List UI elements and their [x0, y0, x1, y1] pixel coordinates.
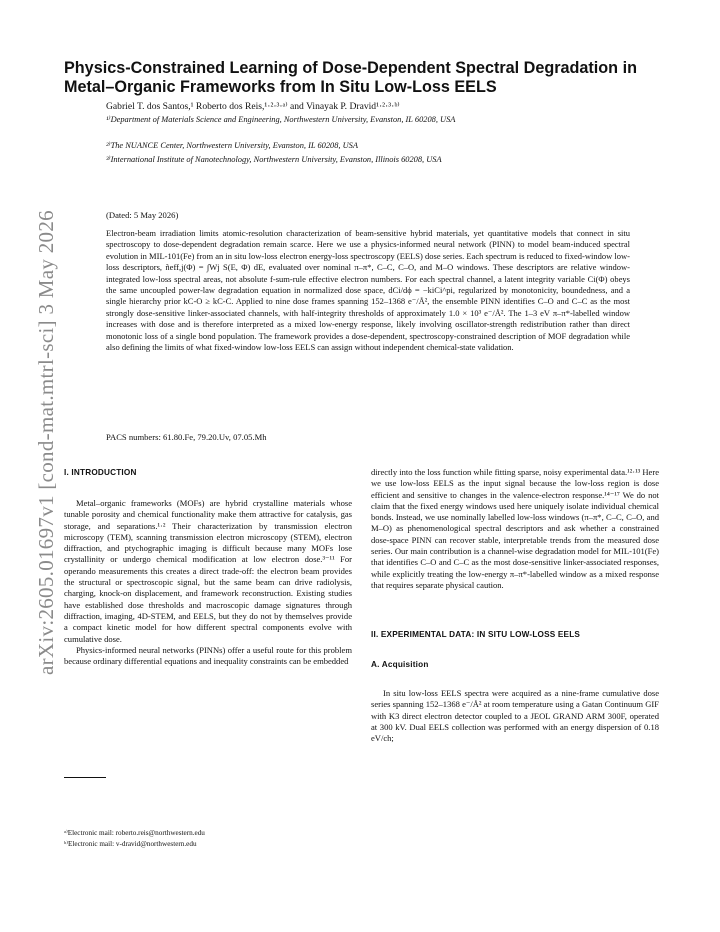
subsection-heading-acquisition: A. Acquisition	[371, 660, 429, 669]
section-heading-introduction: I. INTRODUCTION	[64, 468, 137, 477]
section-heading-experimental: II. EXPERIMENTAL DATA: IN SITU LOW-LOSS EELS	[371, 630, 581, 639]
arxiv-identifier: arXiv:2605.01697v1 [cond-mat.mtrl-sci] 3 May 2026	[34, 210, 58, 675]
arxiv-stamp	[14, 205, 58, 675]
intro-paragraph-1: Metal–organic frameworks (MOFs) are hybrid crystalline materials whose tunable porosity and chemical functionality make them attractive for catalysis, gas storage, and separations.¹·² Their characterization by transmission electron microscopy (TEM), scanning transmission electron microscopy (STEM), electron diffraction, and ptychographic imaging is difficult because many MOFs lose crystallinity or undergo chemical modification at low electron dose.³⁻¹¹ For operando measurements this creates a direct trade-off: the electron beam provides the structural or spectroscopic signal, but the same beam can drive radiolysis, charging, knock-on displacement, and framework reconstruction. Existing studies have established dose thresholds and macroscopic damage signatures through diffraction, imaging, 4D-STEM, and EELS, but they do not by themselves provide a compact kinetic model for how different spectral components evolve with cumulative dose.	[64, 498, 352, 644]
abstract: Electron-beam irradiation limits atomic-resolution characterization of beam-sensitive hybrid materials, yet quantitative models that connect in situ spectroscopy to dose-dependent degradation remain scarce. Here we use a physics-informed neural network (PINN) to model beam-induced spectral evolution in MIL-101(Fe) from an in situ low-loss electron energy-loss spectroscopy (EELS) dose series. Each spectrum is reduced to fixed-window low-loss descriptors, ñeff,j(Φ) = ∫Wj S(E, Φ) dE, evaluated over nominal π–π*, C–C, C–O, and M–O windows. These descriptors are relative window-integrated low-loss spectral areas, not absolute f-sum-rule effective electron numbers. For each spectral channel, a latent integrity variable Ci(Φ) obeys the same uncoupled power-law degradation equation in normalized dose space, dCi/dϕ = −kiCi^pi, regularized by monotonicity, boundedness, and a single hierarchy prior kC-O ≥ kC-C. Applied to nine dose frames spanning 152–1368 e⁻/Å², the ensemble PINN identifies C–O and C–C as the most strongly dose-sensitive linker-associated channels, with half-integrity thresholds of approximately 1.0 × 10³ e⁻/Å². The 1–3 eV π–π*-labelled window increases with dose and is therefore interpreted as a mixed low-energy response, likely involving oscillator-strength redistribution rather than direct monotonic loss of a single bond population. The framework provides a dose-dependent, spectroscopy-constrained description of MOF degradation while also defining the limits of what fixed-window low-loss EELS can assign without independent chemical-state validation.	[106, 228, 630, 353]
affiliation-3: ³⁾International Institute of Nanotechnology, Northwestern University, Evanston, Illinois 60208, USA	[106, 155, 442, 164]
intro-paragraph-2: Physics-informed neural networks (PINNs) offer a useful route for this problem because ordinary differential equations and inequality constraints can be embedded	[64, 644, 352, 667]
author-list: Gabriel T. dos Santos,¹ Roberto dos Reis,¹·²·³·ᵃ⁾ and Vinayak P. Dravid¹·²·³·ᵇ⁾	[106, 101, 400, 112]
dated-line: (Dated: 5 May 2026)	[106, 210, 179, 220]
acquisition-paragraph: In situ low-loss EELS spectra were acquired as a nine-frame cumulative dose series spanning 152–1368 e⁻/Å² at room temperature using a Gatan Continuum GIF with K3 direct electron detector coupled to a JEOL GRAND ARM 300F, operated at 300 kV. Dual EELS collection was performed with an energy dispersion of 0.18 eV/ch;	[371, 688, 659, 744]
footnote-a: ᵃ⁾Electronic mail: roberto.reis@northwestern.edu	[64, 829, 205, 837]
footnote-b: ᵇ⁾Electronic mail: v-dravid@northwestern.edu	[64, 840, 197, 848]
footnote-divider	[64, 777, 106, 778]
intro-paragraph-continued: directly into the loss function while fitting sparse, noisy experimental data.¹²·¹³ Here we use low-loss EELS as the input signal because the low-loss region is dose efficient and sensitive to changes in the valence-electron response.¹⁴⁻¹⁷ We do not claim that the fixed energy windows used here uniquely isolate individual chemical bonds. Instead, we use nominally labelled low-loss windows (π–π*, C–C, C–O, and M–O) as phenomenological spectral descriptors and ask whether a constrained dose-space PINN can recover stable, interpretable trends from the measured dose series. Our main contribution is a channel-wise degradation model for MIL-101(Fe) that identifies C–O and C–C as the most dose-sensitive linker-associated responses, while explicitly treating the low-energy π–π*-labelled window as a mixed response that requires separate physical caution.	[371, 467, 659, 590]
right-column-bottom	[371, 688, 659, 744]
right-column-top	[371, 467, 659, 591]
left-column	[64, 498, 352, 667]
pacs-numbers: PACS numbers: 61.80.Fe, 79.20.Uv, 07.05.Mh	[106, 432, 267, 442]
paper-title: Physics-Constrained Learning of Dose-Dependent Spectral Degradation in Metal–Organic Frameworks from In Situ Low-Loss EELS	[64, 59, 637, 96]
affiliation-2: ²⁾The NUANCE Center, Northwestern University, Evanston, IL 60208, USA	[106, 141, 358, 150]
affiliation-1: ¹⁾Department of Materials Science and Engineering, Northwestern University, Evanston, IL 60208, USA	[106, 115, 456, 124]
